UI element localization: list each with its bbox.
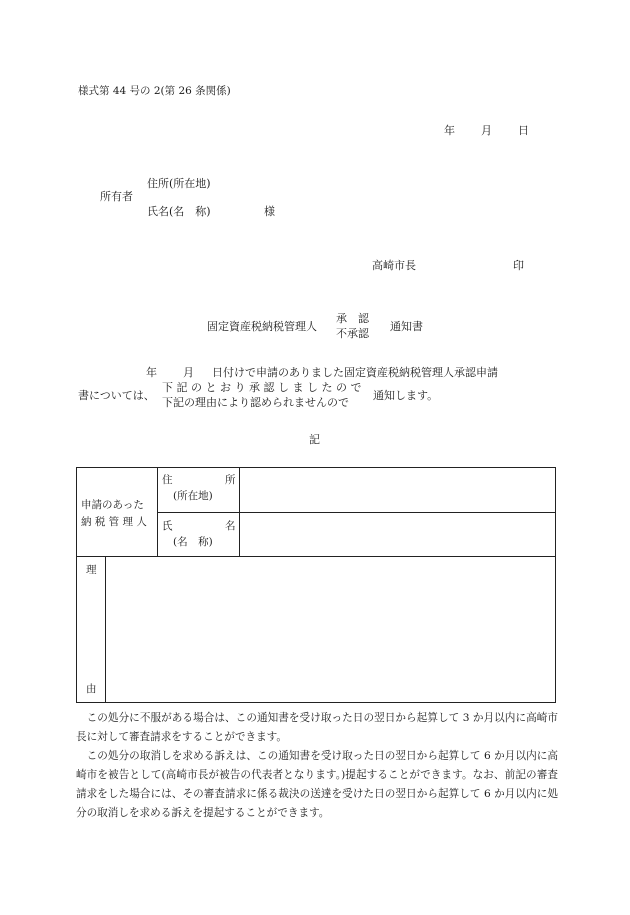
address-cell-sub: (所在地) bbox=[173, 490, 213, 502]
lawsuit-note: この処分の取消しを求める訴えは、この通知書を受け取った日の翌日から起算して 6 か月以内に高崎市を被告として(高崎市長が被告の代表者となります。)提起することができます。なお、前記の審査請求をした場合には、その審査請求に係る裁決の送達を受けた日の翌日から起算して 6 か月以内に処分の取消しを求める訴えを提起することができます。 bbox=[76, 750, 558, 819]
rejected-reason-option: 下記の理由により認められませんので bbox=[162, 395, 349, 409]
reason-label-top: 理 bbox=[86, 564, 97, 576]
body-month-label: 月 bbox=[183, 366, 194, 379]
name-value[interactable] bbox=[241, 514, 553, 555]
name-cell-label-right: 名 bbox=[225, 520, 236, 532]
table-divider bbox=[157, 512, 555, 513]
form-number: 様式第 44 号の 2(第 26 条関係) bbox=[78, 85, 231, 97]
body-line-1 bbox=[146, 366, 498, 379]
owner-label: 所有者 bbox=[100, 190, 133, 203]
date-month-label: 月 bbox=[481, 124, 492, 137]
name-cell-sub: (名 称) bbox=[173, 536, 213, 548]
address-value[interactable] bbox=[241, 470, 553, 511]
body-line-1-text: 日付けで申請のありました固定資産税納税管理人承認申請 bbox=[212, 366, 498, 379]
date-year-label: 年 bbox=[444, 124, 455, 137]
address-cell-label-right: 所 bbox=[225, 474, 236, 486]
applicant-table bbox=[76, 467, 556, 703]
table-divider bbox=[105, 556, 106, 702]
date-day-label: 日 bbox=[518, 124, 529, 137]
mayor-label: 高崎市長 bbox=[372, 259, 416, 272]
applicant-label-1: 申請のあった bbox=[81, 499, 144, 511]
document-title-suffix: 通知書 bbox=[390, 320, 423, 333]
disapprove-option: 不承認 bbox=[336, 326, 369, 340]
honorific: 様 bbox=[264, 205, 275, 218]
reason-label-bottom: 由 bbox=[86, 683, 97, 695]
body-line-2-suffix: 通知します。 bbox=[373, 389, 439, 402]
notes bbox=[76, 709, 558, 823]
reason-value[interactable] bbox=[107, 558, 553, 702]
body-line-2-options bbox=[162, 381, 361, 411]
body-year-label: 年 bbox=[146, 366, 157, 379]
body-line-2-prefix: 書については、 bbox=[78, 389, 155, 402]
address-label: 住所(所在地) bbox=[147, 177, 211, 190]
address-cell-label-left: 住 bbox=[162, 474, 173, 486]
date-field bbox=[444, 124, 529, 137]
approval-options bbox=[336, 312, 369, 342]
seal-mark: 印 bbox=[513, 259, 524, 272]
appeal-note: この処分に不服がある場合は、この通知書を受け取った日の翌日から起算して 3 か月以内に高崎市長に対して審査請求をすることができます。 bbox=[76, 712, 558, 743]
document-title: 固定資産税納税管理人 bbox=[207, 320, 317, 333]
approved-reason-option: 下 記 の と お り 承 認 し ま し た の で bbox=[162, 381, 362, 394]
ki-heading: 記 bbox=[309, 433, 320, 446]
approve-option: 承 認 bbox=[336, 312, 369, 325]
name-cell-label-left: 氏 bbox=[162, 520, 173, 532]
table-divider bbox=[77, 556, 555, 557]
name-label: 氏名(名 称) bbox=[147, 205, 211, 218]
applicant-label-2: 納 税 管 理 人 bbox=[81, 516, 147, 528]
